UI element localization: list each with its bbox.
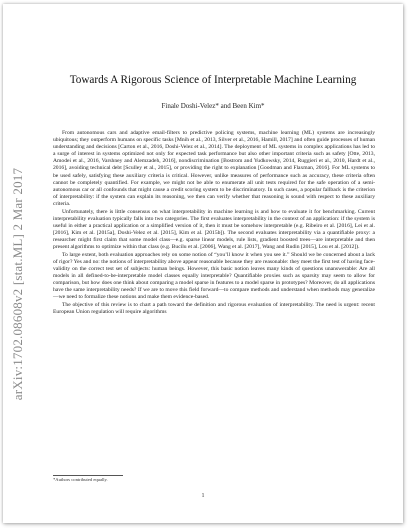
paragraph: Unfortunately, there is little consensus on what interpretability in machine learning is and how to evaluate it for benchmarking. Current interpretability evaluation typically falls into two categories. The first evaluates interpretability in the context of an application: if the system is useful in either a practical application or a simplified version of it, then it must be somehow interpretable (e.g. Ribeiro et al. [2016], Lei et al. [2016], Kim et al. [2015a], Doshi-Velez et al. [2015], Kim et al. [2015b]). The second evaluates interpretability via a quantifiable proxy: a researcher might first claim that some model class—e.g. sparse linear models, rule lists, gradient boosted trees—are interpretable and then present algorithms to optimize within that class (e.g. Bucilu et al. [2006], Wang et al. [2017], Wang and Rudin [2015], Lou et al. [2012]).: [53, 208, 375, 251]
paragraph: From autonomous cars and adaptive email-filters to predictive policing systems, machine learning (ML) systems are increasingly ubiquitous; they outperform humans on specific tasks [Mnih et al., 2013, Silver et al., 2016, Hamill, 2017] and often guide processes of human understanding and decisions [Carton et al., 2016, Doshi-Velez et al., 2014]. The deployment of ML systems in complex applications has led to a surge of interest in systems optimized not only for expected task performance but also other important criteria such as safety [Otte, 2013, Amodei et al., 2016, Varshney and Alemzadeh, 2016], nondiscrimination [Bostrom and Yudkowsky, 2014, Ruggieri et al., 2010, Hardt et al., 2016], avoiding technical debt [Sculley et al., 2015], or providing the right to explanation [Goodman and Flaxman, 2016]. For ML systems to be used safely, satisfying these auxiliary criteria is critical. However, unlike measures of performance such as accuracy, these criteria often cannot be completely quantified. For example, we might not be able to enumerate all unit tests required for the safe operation of a semi-autonomous car or all confounds that might cause a credit scoring system to be discriminatory. In such cases, a popular fallback is the criterion of interpretability: if the system can explain its reasoning, we then can verify whether that reasoning is sound with respect to these auxiliary criteria.: [53, 130, 375, 207]
paper-body: [53, 130, 375, 316]
paper-title: Towards A Rigorous Science of Interpretable Machine Learning: [69, 74, 357, 86]
footnote: *Authors contributed equally.: [53, 477, 108, 482]
arxiv-stamp: arXiv:1702.08608v2 [stat.ML] 2 Mar 2017: [10, 167, 25, 401]
paper-page: [3, 4, 403, 523]
page-number: 1: [201, 493, 205, 499]
footnote-rule: [53, 475, 123, 476]
paragraph: To large extent, both evaluation approaches rely on some notion of “you’ll know it when you see it.” Should we be concerned about a lack of rigor? Yes and no: the notions of interpretability above appear reasonable because they are reasonable: they meet the first test of having face-validity on the correct test set of subjects: human beings. However, this basic notion leaves many kinds of questions unanswerable: Are all models in all defined-to-be-interpretable model classes equally interpretable? Quantifiable proxies such as sparsity may seem to allow for comparison, but how does one think about comparing a model sparse in features to a model sparse in prototypes? Moreover, do all applications have the same interpretability needs? If we are to move this field forward—to compare methods and understand when methods may generalize—we need to formalize these notions and make them evidence-based.: [53, 251, 375, 301]
paper-authors: Finale Doshi-Velez* and Been Kim*: [161, 102, 265, 110]
paragraph: The objective of this review is to chart a path toward the definition and rigorous evaluation of interpretability. The need is urgent: recent European Union regulation will require algorithms: [53, 302, 375, 316]
